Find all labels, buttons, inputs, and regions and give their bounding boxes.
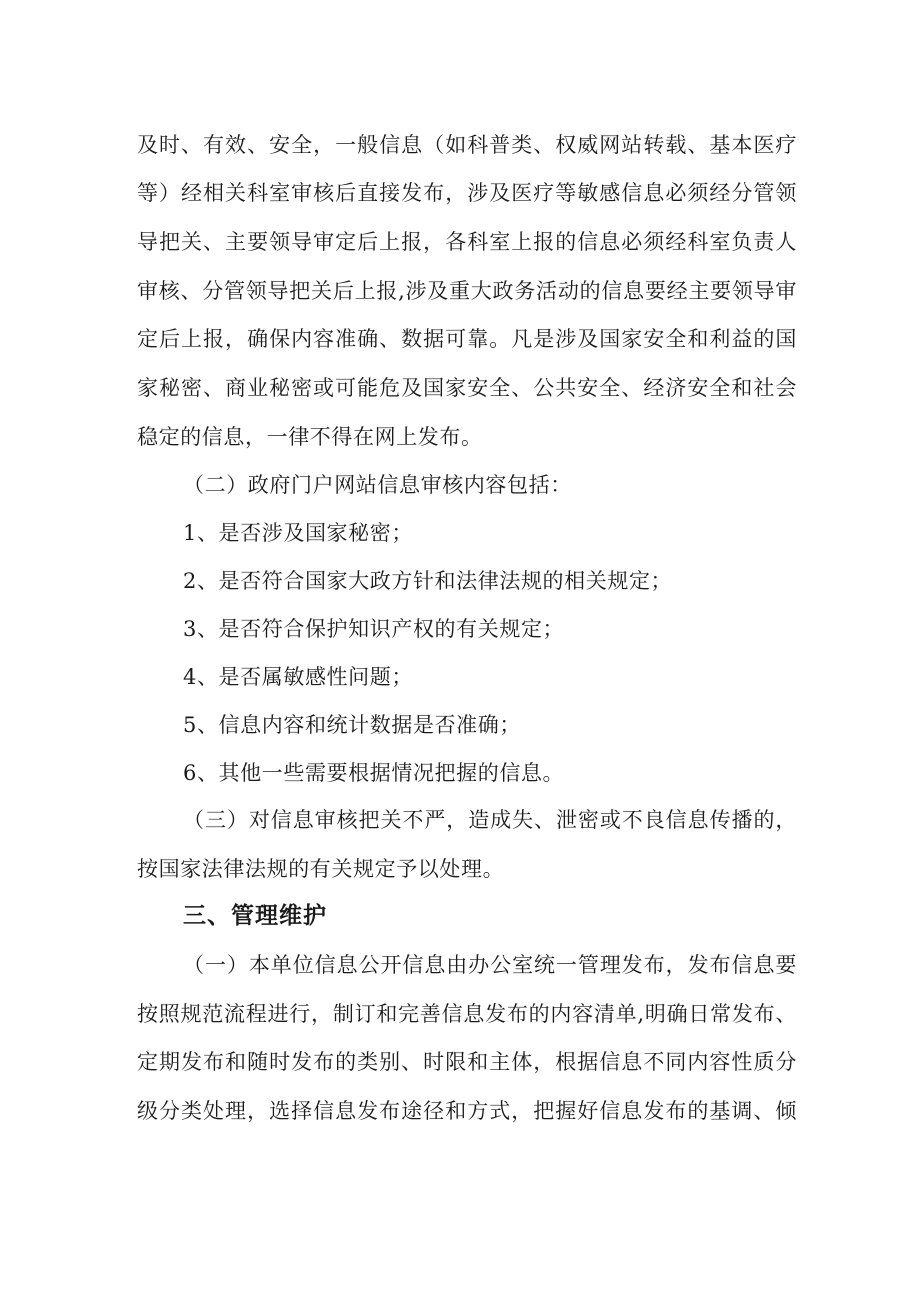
paragraph-line: 审核、分管领导把关后上报,涉及重大政务活动的信息要经主要领导审 (137, 279, 797, 303)
paragraph-line: 定后上报，确保内容准确、数据可靠。凡是涉及国家安全和利益的国 (137, 327, 797, 351)
list-item: 3、是否符合保护知识产权的有关规定； (183, 617, 565, 641)
paragraph-line: 定期发布和随时发布的类别、时限和主体，根据信息不同内容性质分 (137, 1050, 797, 1074)
paragraph-line: 家秘密、商业秘密或可能危及国家安全、公共安全、经济安全和社会 (137, 376, 797, 400)
section-title: （二）政府门户网站信息审核内容包括： (183, 473, 572, 497)
list-item: 5、信息内容和统计数据是否准确； (183, 713, 521, 737)
paragraph-line: 稳定的信息，一律不得在网上发布。 (137, 425, 483, 449)
section-heading: 三、管理维护 (183, 903, 327, 929)
paragraph-line: （三）对信息审核把关不严，造成失、泄密或不良信息传播的， (183, 808, 797, 832)
paragraph-line: 按国家法律法规的有关规定予以处理。 (137, 857, 505, 881)
list-item: 2、是否符合国家大政方针和法律法规的相关规定； (183, 569, 673, 593)
list-item: 1、是否涉及国家秘密； (183, 521, 413, 545)
paragraph-line: 按照规范流程进行，制订和完善信息发布的内容清单,明确日常发布、 (137, 1002, 797, 1026)
paragraph-line: 导把关、主要领导审定后上报，各科室上报的信息必须经科室负责人 (137, 230, 797, 254)
paragraph-line: 等）经相关科室审核后直接发布，涉及医疗等敏感信息必须经分管领 (137, 181, 797, 205)
list-item: 6、其他一些需要根据情况把握的信息。 (183, 761, 565, 785)
paragraph-line: 级分类处理，选择信息发布途径和方式，把握好信息发布的基调、倾 (137, 1099, 797, 1123)
paragraph-line: 及时、有效、安全，一般信息（如科普类、权威网站转载、基本医疗 (137, 133, 797, 157)
paragraph-line: （一）本单位信息公开信息由办公室统一管理发布，发布信息要 (183, 953, 797, 977)
list-item: 4、是否属敏感性问题； (183, 665, 413, 689)
